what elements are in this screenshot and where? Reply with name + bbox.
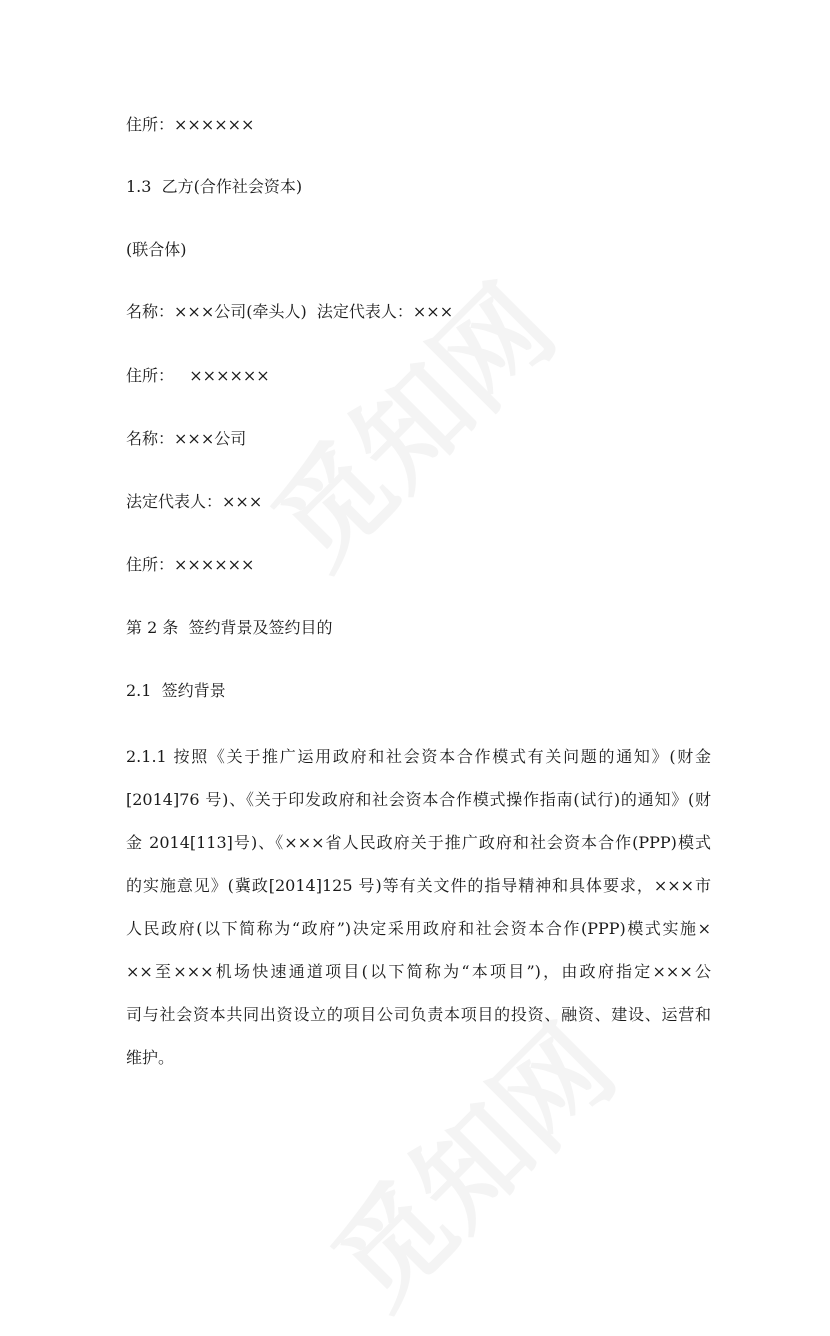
address-line: 住所： ×××××× — [126, 366, 270, 385]
address-line: 住所：×××××× — [126, 555, 255, 574]
paragraph-line: 的实施意见》(冀政[2014]125 号)等有关文件的指导精神和具体要求，×××市 — [126, 876, 711, 895]
address-line: 住所：×××××× — [126, 115, 255, 134]
name-representative-line: 名称：×××公司(牵头人) 法定代表人：××× — [126, 302, 454, 321]
paragraph-line: 2.1.1 按照《关于推广运用政府和社会资本合作模式有关问题的通知》(财金 — [126, 747, 711, 766]
watermark-logo — [232, 245, 583, 596]
consortium-label: (联合体) — [126, 240, 187, 259]
paragraph-line: 维护。 — [126, 1048, 175, 1067]
article-heading: 第 2 条 签约背景及签约目的 — [126, 618, 333, 637]
paragraph-line: [2014]76 号)、《关于印发政府和社会资本合作模式操作指南(试行)的通知》(财 — [126, 790, 711, 809]
paragraph-line: 司与社会资本共同出资设立的项目公司负责本项目的投资、融资、建设、运营和 — [126, 1005, 711, 1024]
background-paragraph — [126, 735, 711, 1079]
name-line: 名称：×××公司 — [126, 429, 247, 448]
paragraph-line: 人民政府(以下简称为“政府”)决定采用政府和社会资本合作(PPP)模式实施× — [126, 919, 711, 938]
paragraph-line: 金 2014[113]号)、《×××省人民政府关于推广政府和社会资本合作(PPP)模式 — [126, 833, 711, 852]
subsection-heading: 2.1 签约背景 — [126, 681, 226, 700]
representative-line: 法定代表人：××× — [126, 492, 263, 511]
section-heading: 1.3 乙方(合作社会资本) — [126, 177, 303, 196]
paragraph-line: ××至×××机场快速通道项目(以下简称为“本项目”)，由政府指定×××公 — [126, 962, 711, 981]
